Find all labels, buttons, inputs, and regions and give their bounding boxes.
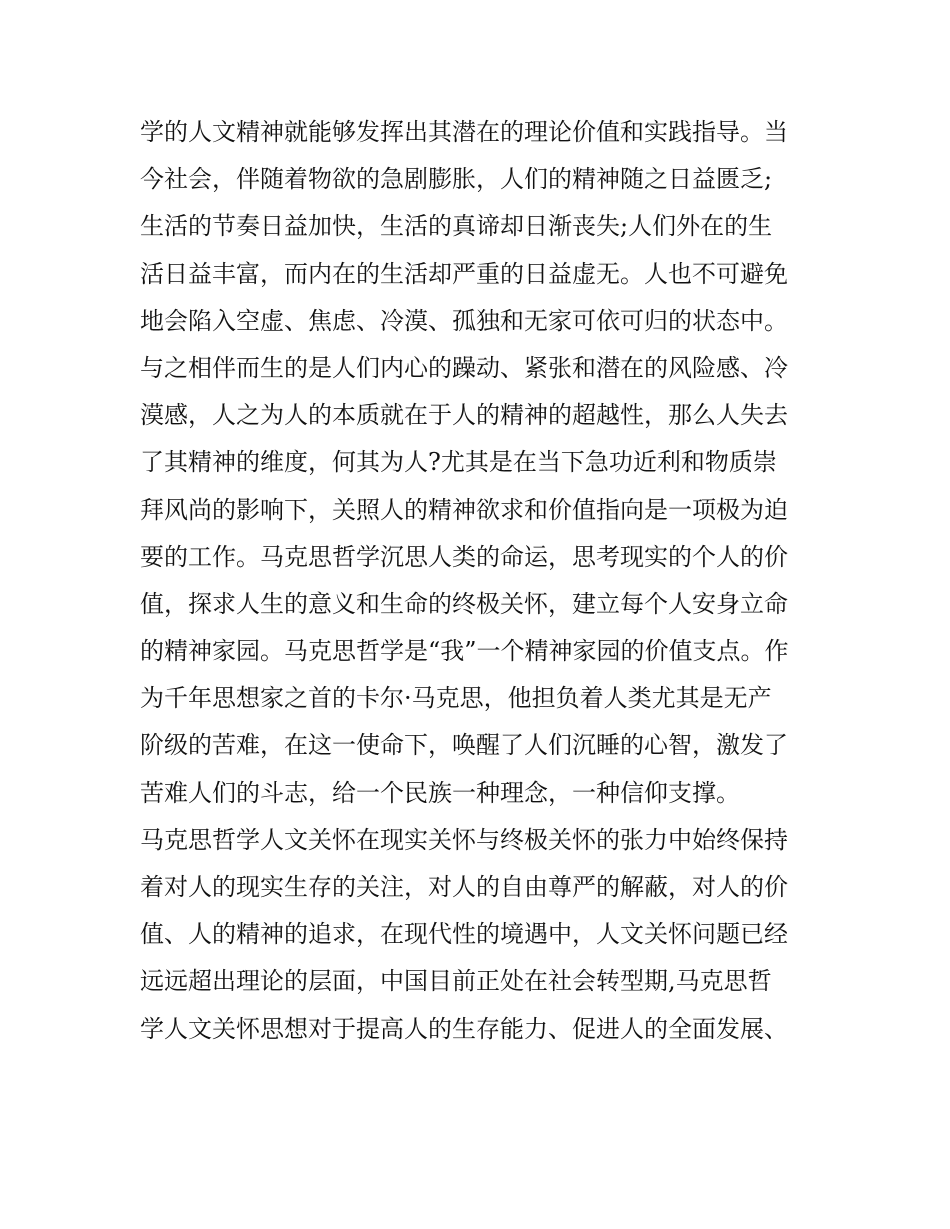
text-line-12: 的精神家园。马克思哲学是“我”一个精神家园的价值支点。作 [140, 637, 789, 666]
text-line-17: 着对人的现实生存的关注，对人的自由尊严的解蔽，对人的价 [140, 873, 788, 901]
body-text [140, 109, 820, 1053]
text-line-5: 地会陷入空虚、焦虑、冷漠、孤独和无家可依可归的状态中。 [140, 306, 788, 335]
text-line-11: 值，探求人生的意义和生命的终极关怀，建立每个人安身立命 [140, 589, 788, 618]
text-line-16: 马克思哲学人文关怀在现实关怀与终极关怀的张力中始终保持 [140, 825, 788, 854]
text-line-8: 了其精神的维度，何其为人?尤其是在当下急功近利和物质崇 [140, 448, 777, 477]
text-line-19: 远远超出理论的层面，中国目前正处在社会转型期,马克思哲 [140, 967, 772, 996]
text-line-18: 值、人的精神的追求，在现代性的境遇中，人文关怀问题已经 [140, 920, 788, 949]
text-line-10: 要的工作。马克思哲学沉思人类的命运，思考现实的个人的价 [140, 542, 788, 571]
text-line-15: 苦难人们的斗志，给一个民族一种理念，一种信仰支撑。 [140, 778, 740, 807]
text-line-3: 生活的节奏日益加快，生活的真谛却日渐丧失;人们外在的生 [140, 212, 773, 241]
text-line-13: 为千年思想家之首的卡尔·马克思，他担负着人类尤其是无产 [140, 684, 772, 713]
text-line-4: 活日益丰富，而内在的生活却严重的日益虚无。人也不可避免 [140, 259, 788, 288]
text-line-1: 学的人文精神就能够发挥出其潜在的理论价值和实践指导。当 [140, 118, 788, 146]
text-line-6: 与之相伴而生的是人们内心的躁动、紧张和潜在的风险感、冷 [140, 353, 788, 382]
text-line-20: 学人文关怀思想对于提高人的生存能力、促进人的全面发展、 [140, 1014, 788, 1043]
text-line-7: 漠感，人之为人的本质就在于人的精神的超越性，那么人失去 [140, 401, 788, 430]
text-line-2: 今社会，伴随着物欲的急剧膨胀，人们的精神随之日益匮乏; [140, 165, 773, 194]
text-line-14: 阶级的苦难，在这一使命下，唤醒了人们沉睡的心智，激发了 [140, 731, 788, 760]
text-line-9: 拜风尚的影响下，关照人的精神欲求和价值指向是一项极为迫 [140, 495, 788, 524]
